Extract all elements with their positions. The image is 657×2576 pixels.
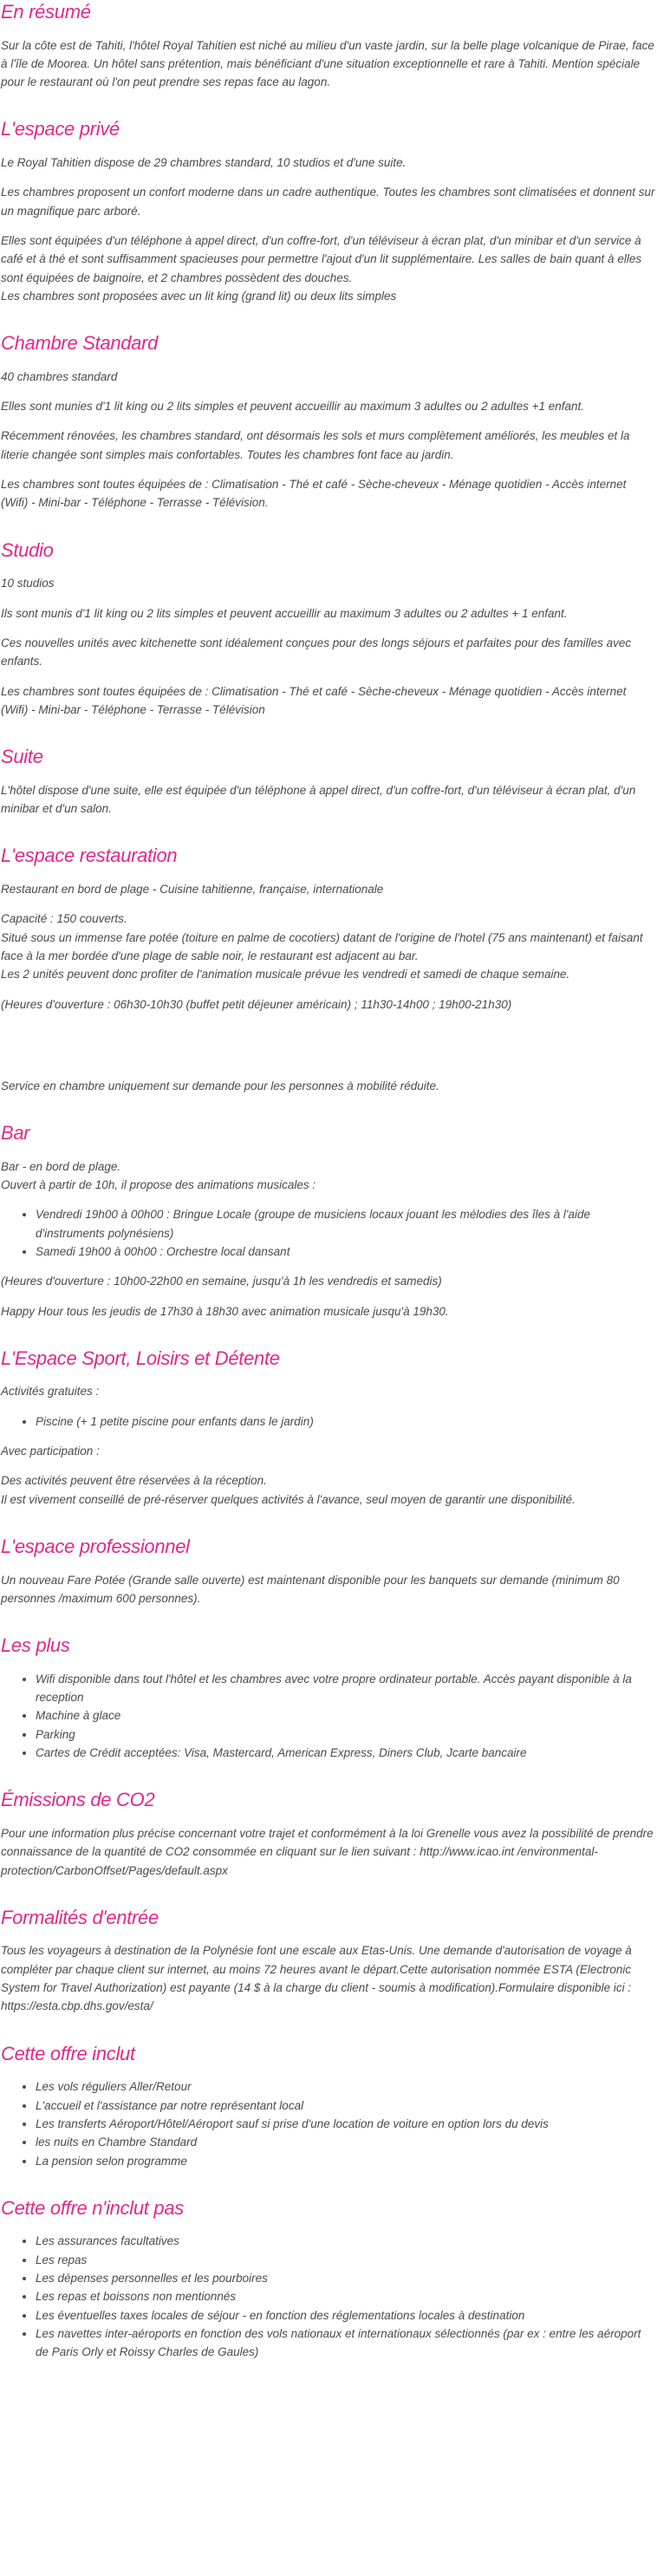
prive-paragraph: Les chambres proposent un confort moderne dans un cadre authentique. Toutes les chambres sont climatisées et donnent sur un magnifique parc arboré. — [1, 186, 655, 218]
bar-hours: (Heures d'ouverture : 10h00-22h00 en semaine, jusqu'à 1h les vendredis et samedis) — [1, 1275, 442, 1288]
list-item: • Les vols réguliers Aller/Retour — [36, 2077, 656, 2096]
suite-paragraph: L'hôtel dispose d'une suite, elle est équipée d'un téléphone à appel direct, d'un coffre-fort, d'un téléviseur à écran plat, d'un minibar et d'un salon. — [1, 783, 636, 816]
prive-paragraph: Les chambres sont proposées avec un lit king (grand lit) ou deux lits simples — [1, 289, 397, 303]
section-title-bar: Bar — [1, 1122, 30, 1145]
list-item: • L'accueil et l'assistance par notre représentant local — [36, 2097, 656, 2115]
list-item: • Machine à glace — [36, 1706, 656, 1725]
bar-paragraph: Bar - en bord de plage. — [1, 1159, 121, 1173]
section-title-studio: Studio — [1, 538, 54, 561]
list-item: • Parking — [36, 1725, 656, 1744]
prive-paragraph: Le Royal Tahitien dispose de 29 chambres standard, 10 studios et d'une suite. — [1, 155, 407, 169]
pro-paragraph: Un nouveau Fare Potée (Grande salle ouverte) est maintenant disponible pour les banquets sur demande (minimum 80 personnes /maximum 600 personnes). — [1, 1573, 620, 1605]
studio-paragraph: Ces nouvelles unités avec kitchenette sont idéalement conçues pour des longs séjours et parfaites pour des familles avec enfants. — [1, 636, 632, 668]
restauration-animation: Les 2 unités peuvent donc profiter de l'animation musicale prévue les vendredi et samedi de chaque semaine. — [1, 968, 570, 981]
sport-free-list — [1, 1412, 656, 1431]
list-item: • Les éventuelles taxes locales de séjour - en fonction des réglementations locales à destination — [36, 2306, 656, 2325]
entree-paragraph: Tous les voyageurs à destination de la Polynésie font une escale aux Etas-Unis. Une demande d'autorisation de voyage à compléter par chaque client sur internet, au moins 72 heures avant le départ.Cette autorisation nommée ESTA (Electronic System for Travel Authorization) est payante (14 $ à la charge du client - soumis à modification).Formulaire disponible ici : https://esta.cbp.dhs.gov/esta/ — [1, 1944, 632, 2013]
list-item: • les nuits en Chambre Standard — [36, 2133, 656, 2151]
section-title-sport: L'Espace Sport, Loisirs et Détente — [1, 1347, 280, 1369]
standard-paragraph: Les chambres sont toutes équipées de : Climatisation - Thé et café - Sèche-cheveux - Ménage quotidien - Accès internet (Wifi) - Mini-bar - Téléphone - Terrasse - Télévision. — [1, 478, 627, 510]
studio-paragraph: Les chambres sont toutes équipées de : Climatisation - Thé et café - Sèche-cheveux - Ménage quotidien - Accès internet (Wifi) - Mini-bar - Téléphone - Terrasse - Télévision — [1, 684, 627, 716]
resume-text: Sur la côte est de Tahiti, l'hôtel Royal Tahitien est niché au milieu d'un vaste jardin, sur la belle plage volcanique de Pirae, face à l'île de Moorea. Un hôtel sans prétention, mais bénéficiant d'une situation exceptionnelle et rare à Tahiti. Mention spéciale pour le restaurant où l'on peut prendre ses repas face au lagon. — [1, 38, 654, 89]
restauration-description: Situé sous un immense fare potée (toiture en palme de cocotiers) datant de l'origine de l'hotel (75 ans maintenant) et faisant face à la mer bordée d'une plage de sable noir, le restaurant est adjacent au bar. — [1, 930, 643, 962]
list-item: • Les assurances facultatives — [36, 2232, 656, 2250]
list-item: • Vendredi 19h00 à 00h00 : Bringue Locale (groupe de musiciens locaux jouant les mélodies des îles à l'aide d'instruments polynésiens) — [36, 1205, 656, 1242]
sport-paragraph: Des activités peuvent être réservées à la réception. — [1, 1474, 267, 1488]
section-title-suite: Suite — [1, 746, 43, 768]
bar-animation-list — [1, 1205, 656, 1261]
section-title-offre-inclut: Cette offre inclut — [1, 2042, 135, 2064]
list-item: • Samedi 19h00 à 00h00 : Orchestre local dansant — [36, 1242, 656, 1261]
list-item: • Cartes de Crédit acceptées: Visa, Mastercard, American Express, Diners Club, Jcarte bancaire — [36, 1744, 656, 1762]
studio-paragraph: Ils sont munis d'1 lit king ou 2 lits simples et peuvent accueillir au maximum 3 adultes ou 2 adultes + 1 enfant. — [1, 606, 568, 620]
list-item: • Piscine (+ 1 petite piscine pour enfants dans le jardin) — [36, 1412, 656, 1431]
sport-paragraph: Activités gratuites : — [1, 1385, 100, 1399]
sport-paragraph: Avec participation : — [1, 1445, 100, 1458]
ninclut-list — [1, 2232, 656, 2361]
list-item: • Wifi disponible dans tout l'hôtel et les chambres avec votre propre ordinateur portable. Accès payant disponible à la reception — [36, 1670, 656, 1707]
list-item: • Les transferts Aéroport/Hôtel/Aéroport sauf si prise d'une location de voiture en option lors du devis — [36, 2115, 656, 2133]
restauration-hours: (Heures d'ouverture : 06h30-10h30 (buffet petit déjeuner américain) ; 11h30-14h00 ; 19h00-21h30) — [1, 997, 512, 1011]
restauration-room-service: Service en chambre uniquement sur demande pour les personnes à mobilité réduite. — [1, 1079, 439, 1092]
bar-paragraph: Ouvert à partir de 10h, il propose des animations musicales : — [1, 1178, 316, 1191]
section-title-offre-ninclut: Cette offre n'inclut pas — [1, 2196, 185, 2219]
standard-paragraph: Récemment rénovées, les chambres standard, ont désormais les sols et murs complètement améliorés, les meubles et la literie changée sont simples mais confortables. Toutes les chambres font face au jardin. — [1, 429, 630, 461]
section-title-resume: En résumé — [1, 1, 91, 23]
section-title-chambre-standard: Chambre Standard — [1, 332, 159, 355]
bar-happy-hour: Happy Hour tous les jeudis de 17h30 à 18h30 avec animation musicale jusqu'à 19h30. — [1, 1304, 449, 1318]
spacer — [1, 1025, 656, 1077]
list-item: • La pension selon programme — [36, 2152, 656, 2170]
standard-paragraph: 40 chambres standard — [1, 369, 118, 383]
section-title-les-plus: Les plus — [1, 1634, 70, 1657]
list-item: • Les navettes inter-aéroports en fonction des vols nationaux et internationaux sélectionnés (par ex : entre les aéroport de Paris Orly et Roissy Charles de Gaules) — [36, 2325, 656, 2362]
co2-paragraph: Pour une information plus précise concernant votre trajet et conformément à la loi Grenelle vous avez la possibilité de prendre connaissance de la quantité de CO2 consommée en cliquant sur le lien suivant : http://www.icao.int /environmental-protection/CarbonOffset/Pages/default.aspx — [1, 1826, 654, 1877]
prive-paragraph: Elles sont équipées d'un téléphone à appel direct, d'un coffre-fort, d'un téléviseur à écran plat, d'un minibar et d'un service à café et à thé et sont suffisamment spacieuses pour permettre l'ajout d'un lit supplémentaire. Les salles de bain quant à elles sont équipées de baignoire, et 2 chambres possèdent des douches. — [1, 233, 642, 284]
section-title-professionnel: L'espace professionnel — [1, 1536, 190, 1558]
studio-paragraph: 10 studios — [1, 577, 55, 590]
inclut-list — [1, 2077, 656, 2170]
sport-paragraph: Il est vivement conseillé de pré-réserver quelques activités à l'avance, seul moyen de garantir une disponibilité. — [1, 1492, 576, 1506]
section-title-restauration: L'espace restauration — [1, 845, 178, 867]
restauration-paragraph: Restaurant en bord de plage - Cuisine tahitienne, française, internationale — [1, 882, 384, 896]
section-title-co2: Émissions de CO2 — [1, 1789, 155, 1811]
section-title-espace-prive: L'espace privé — [1, 118, 120, 140]
restauration-capacity: Capacité : 150 couverts. — [1, 912, 127, 926]
list-item: • Les repas et boissons non mentionnés — [36, 2287, 656, 2305]
list-item: • Les dépenses personnelles et les pourboires — [36, 2269, 656, 2287]
section-title-formalites: Formalités d'entrée — [1, 1906, 159, 1928]
plus-list — [1, 1670, 656, 1763]
list-item: • Les repas — [36, 2251, 656, 2269]
standard-paragraph: Elles sont munies d'1 lit king ou 2 lits simples et peuvent accueillir au maximum 3 adultes ou 2 adultes +1 enfant. — [1, 400, 585, 414]
